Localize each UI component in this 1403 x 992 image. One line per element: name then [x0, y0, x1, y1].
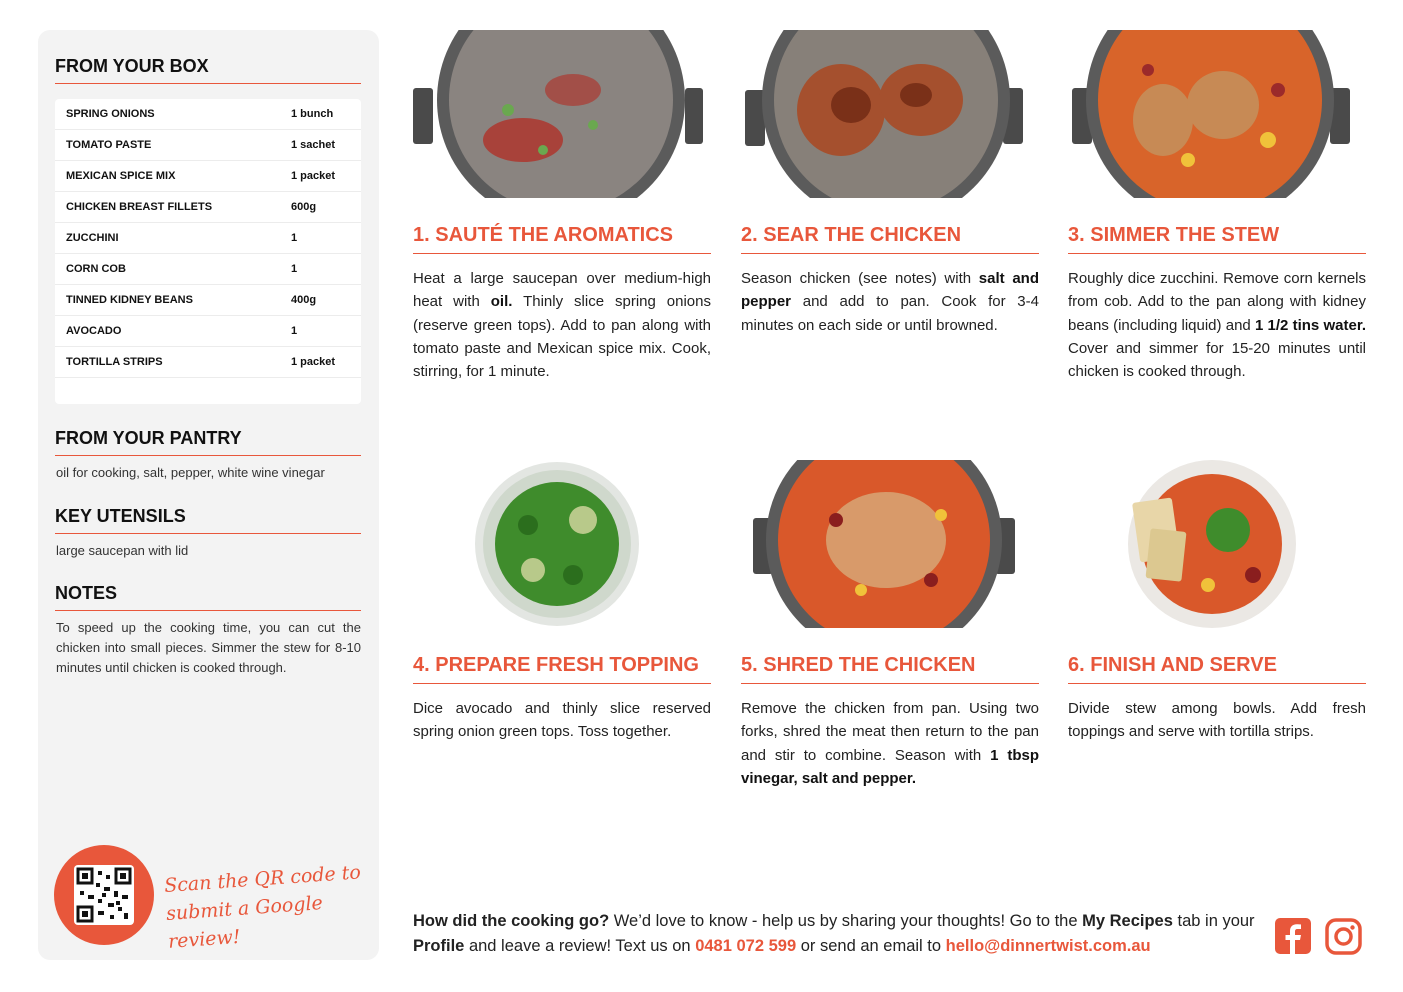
ingredient-qty: 600g [291, 201, 317, 213]
table-row [55, 99, 361, 130]
table-row [55, 130, 361, 161]
step-2-text-a: Season chicken (see notes) with [741, 270, 979, 287]
footer-text: We’d love to know - help us by sharing your thoughts! Go to the [609, 912, 1083, 930]
step-5-bold: 1 tbsp vinegar, salt and pepper. [741, 746, 1039, 787]
pantry-heading: FROM YOUR PANTRY [55, 428, 361, 456]
my-recipes-label: My Recipes [1082, 912, 1173, 930]
notes-text: To speed up the cooking time, you can cut the chicken into small pieces. Simmer the stew for 8-10 minutes until chicken is cooked through. [56, 620, 361, 675]
qr-badge[interactable] [54, 845, 154, 945]
ingredient-name: TOMATO PASTE [66, 139, 152, 151]
step-5-photo [741, 460, 1039, 628]
step-2-text-b: and add to pan. Cook for 3-4 minutes on each side or until browned. [741, 293, 1039, 334]
step-5-text-a: Remove the chicken from pan. Using two forks, shred the meat then return to the pan and stir to combine. Season with [741, 700, 1039, 764]
sidebar [38, 30, 379, 960]
table-row [55, 161, 361, 192]
pantry-text: oil for cooking, salt, pepper, white wine vinegar [56, 465, 325, 480]
footer-text: or send an email to [796, 937, 946, 955]
ingredient-qty: 1 sachet [291, 139, 336, 151]
table-row [55, 347, 361, 378]
qr-cta-line1: Scan the QR code to [163, 861, 362, 898]
step-1-body [413, 267, 711, 383]
ingredient-name: TINNED KIDNEY BEANS [66, 294, 193, 306]
ingredient-name: AVOCADO [66, 325, 122, 337]
utensils-text: large saucepan with lid [56, 543, 189, 558]
table-row [55, 316, 361, 347]
ingredient-qty: 1 bunch [291, 108, 334, 120]
step-2-photo [741, 30, 1039, 198]
step-3-photo [1068, 30, 1366, 198]
ingredient-qty: 1 [291, 232, 298, 244]
instagram-icon[interactable] [1325, 918, 1363, 956]
footer-text: and leave a review! Text us on [464, 937, 696, 955]
step-1-text-b: Thinly slice spring onions (reserve green tops). Add to pan along with tomato paste and Mexican spice mix. Cook, stirring, for 1 minute. [413, 293, 711, 381]
ingredient-name: CHICKEN BREAST FILLETS [66, 201, 213, 213]
step-6-body [1068, 697, 1366, 744]
step-1-text-a: Heat a large saucepan over medium-high heat with [413, 270, 711, 311]
ingredient-name: CORN COB [66, 263, 126, 275]
step-1-photo [413, 30, 711, 198]
step-6-text-a: Divide stew among bowls. Add fresh toppings and serve with tortilla strips. [1068, 700, 1366, 741]
qr-cta-line2: submit a Google review! [165, 892, 324, 953]
table-row [55, 254, 361, 285]
qr-cta [163, 858, 368, 956]
step-5-body [741, 697, 1039, 790]
step-1-bold: oil. [490, 293, 513, 311]
step-4-body [413, 697, 711, 744]
step-2-body [741, 267, 1039, 337]
footer-text: tab in your [1172, 912, 1255, 930]
phone-link[interactable]: 0481 072 599 [695, 937, 797, 955]
ingredient-qty: 1 [291, 325, 298, 337]
step-2-bold: salt and pepper [741, 270, 1039, 311]
step-3-title: 3. SIMMER THE STEW [1068, 224, 1366, 254]
ingredient-qty: 1 packet [291, 170, 336, 182]
step-4-text-a: Dice avocado and thinly slice reserved spring onion green tops. Toss together. [413, 700, 711, 741]
ingredient-name: ZUCCHINI [66, 232, 119, 244]
step-4-photo [413, 460, 711, 628]
table-row [55, 223, 361, 254]
step-2-title: 2. SEAR THE CHICKEN [741, 224, 1039, 254]
step-3-text-a: Roughly dice zucchini. Remove corn kernels from cob. Add to the pan along with kidney beans (including liquid) and [1068, 270, 1366, 334]
email-link[interactable]: hello@dinnertwist.com.au [945, 937, 1151, 955]
step-3-text-b: Cover and simmer for 15-20 minutes until chicken is cooked through. [1068, 339, 1366, 381]
step-1-title: 1. SAUTÉ THE AROMATICS [413, 224, 711, 254]
ingredient-qty: 1 packet [291, 356, 336, 368]
step-5-title: 5. SHRED THE CHICKEN [741, 654, 1039, 684]
ingredient-name: SPRING ONIONS [66, 108, 155, 120]
utensils-heading: KEY UTENSILS [55, 506, 361, 534]
facebook-icon[interactable] [1275, 918, 1313, 956]
ingredient-qty: 1 [291, 263, 298, 275]
box-heading: FROM YOUR BOX [55, 56, 361, 84]
step-4-title: 4. PREPARE FRESH TOPPING [413, 654, 711, 684]
step-3-body [1068, 267, 1366, 383]
notes-heading: NOTES [55, 583, 361, 611]
ingredient-qty: 400g [291, 294, 317, 306]
step-6-photo [1068, 460, 1366, 628]
footer-question: How did the cooking go? [413, 912, 610, 930]
ingredient-name: MEXICAN SPICE MIX [66, 170, 176, 182]
box-ingredients-table [55, 99, 361, 404]
profile-label: Profile [413, 937, 465, 955]
table-row [55, 285, 361, 316]
qr-code-icon [74, 865, 134, 925]
step-3-bold: 1 1/2 tins water. [1254, 316, 1366, 334]
table-row [55, 192, 361, 223]
review-footer [413, 909, 1263, 959]
step-6-title: 6. FINISH AND SERVE [1068, 654, 1366, 684]
ingredient-name: TORTILLA STRIPS [66, 356, 163, 368]
